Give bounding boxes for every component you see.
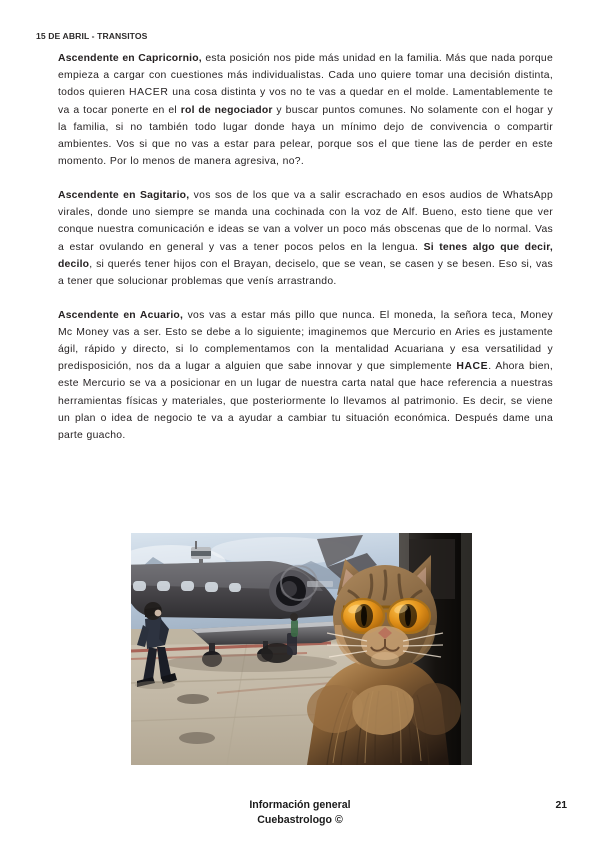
drain-cover xyxy=(177,694,209,704)
cat-head xyxy=(327,555,443,669)
paragraph-text-acuario-3: . Ahora bien, este Mercurio se va a posicionar en un lugar de nuestra carta natal que hace referencia a nuestras herramientas físicas y materiales, que posteriormente lo llevamos al patrimonio. Es decir, se viene un plan o idea de negocio te va a ayudar a cambiar tu situación económica. Después dame una parte guacho. xyxy=(58,361,553,442)
paragraph-lead-acuario: Ascendente en Acuario, xyxy=(58,309,184,321)
paragraph-text-acuario-1: vos vas a estar más pillo que nunca. El moneda, la señora teca, Money Mc Money vas a ser. Esto se debe a lo siguiente; imaginemos que Mercurio en Aries es justamente ágil, rápido y directo, si lo complementamos con la mentalidad Acuariana y esa versatilidad y predisposición, nos da a lugar a alguien que sabe innovar y que simplemente xyxy=(58,309,553,373)
paragraph-sagitario xyxy=(58,187,553,290)
footer-line-primary: Información general xyxy=(249,799,351,811)
paragraph-lead-capricornio: Ascendente en Capricornio, xyxy=(58,53,202,64)
paragraph-text-capricornio-1: esta posición nos pide más unidad en la familia. Más que nada porque empieza a cargar con cuestiones más individualistas. Cada uno quiere tomar una decisión distinta, todos quieren xyxy=(58,53,553,99)
footer-line-secondary: Cuebastrologo © xyxy=(257,814,343,826)
paragraph-lead-sagitario: Ascendente en Sagitario, xyxy=(58,189,190,201)
paragraph-capricornio xyxy=(58,50,553,170)
running-header: 15 DE ABRIL - TRANSITOS xyxy=(36,31,148,41)
paragraph-text-sagitario-3: , si querés tener hijos con el Brayan, deciselo, que se vean, se casen y se besen. Eso si, vas a tener que solucionar problemas que venís arrastrando. xyxy=(58,258,553,287)
figure-cat-private-jet xyxy=(131,533,472,765)
paragraph-text-capricornio-2: una cosa distinta y vos no te vas a quedar en el molde. Lamentablemente te va a tocar ponerte en el xyxy=(58,87,554,116)
paragraph-bold-capricornio: rol de negociador xyxy=(180,104,273,116)
paragraph-acuario xyxy=(58,307,553,445)
body-text-column xyxy=(58,50,553,444)
page-footer xyxy=(0,798,600,828)
paragraph-caps-capricornio: HACER xyxy=(129,87,169,99)
page-number: 21 xyxy=(555,800,567,811)
figure-illustration xyxy=(131,533,472,765)
paragraph-bold-acuario: HACE xyxy=(456,361,489,373)
paragraph-text-capricornio-3: y buscar puntos comunes. No solamente con el hogar y la familia, si no también todo lugar donde haya un mínimo dejo de convivencia o compartir ambientes. Vos si que no vas a estar para pelear, porque sos el que tiene las de perder en este momento. Por lo menos de manera agresiva, no?. xyxy=(58,104,553,168)
paragraph-text-sagitario-1: vos sos de los que va a salir escrachado en esos audios de WhatsApp virales, donde uno siempre se manda una cochinada con la voz de Alf. Bueno, esto tiene que ver conque nuestra comunicación e ideas se van a volver un poco más obscenas que de lo normal. Vas a estar ovulando en general y vas a tener pocos pelos en la lengua. xyxy=(58,189,553,253)
paragraph-bold-sagitario: Si tenes algo que decir, decilo xyxy=(58,241,553,270)
